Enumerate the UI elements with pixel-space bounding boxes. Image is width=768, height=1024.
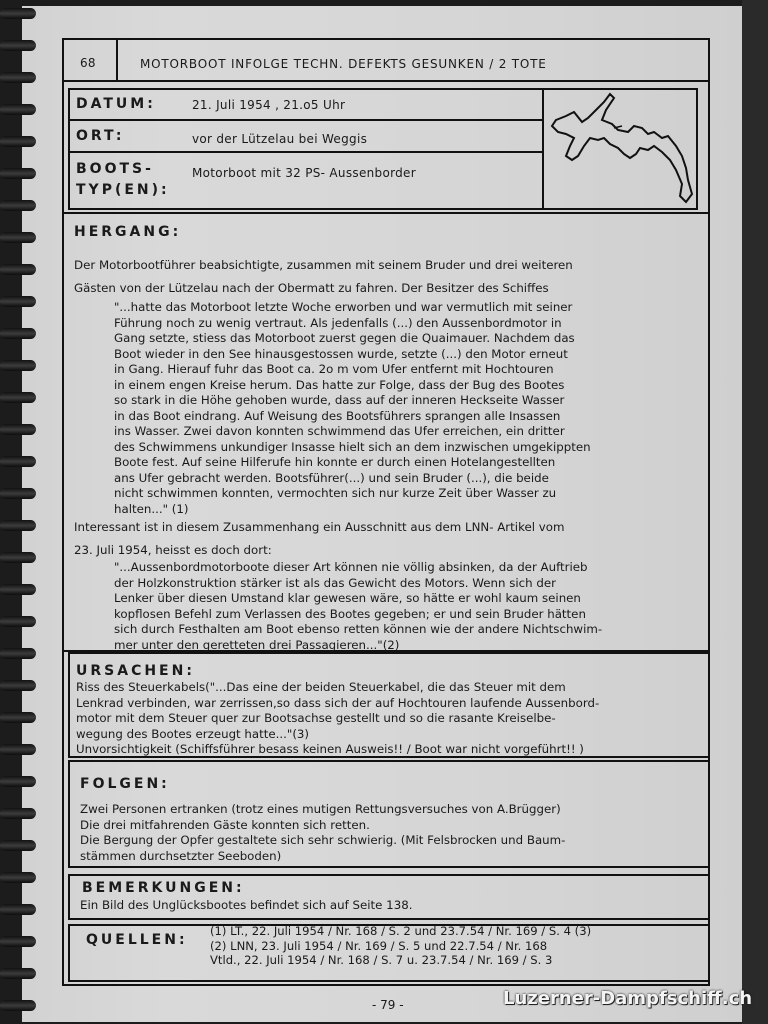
hergang-label: HERGANG: xyxy=(74,224,182,240)
datum-rule xyxy=(68,119,544,121)
datum-value: 21. Juli 1954 , 21.o5 Uhr xyxy=(192,98,346,112)
hergang-quote1-line: in Gang. Hierauf fuhr das Boot ca. 2o m vom Ufer entfernt mit Hochtouren xyxy=(114,362,554,376)
hergang-quote-2 xyxy=(114,560,688,653)
hergang-quote1-line: ins Wasser. Zwei davon konnten schwimmend das Ufer erreichen, ein dritter xyxy=(114,424,565,438)
hergang-quote1-line: nicht schwimmen konnten, vermochten sich nur kurze Zeit über Wasser zu xyxy=(114,486,557,500)
page-footer: - 79 - xyxy=(372,998,404,1012)
lake-map-icon xyxy=(544,90,696,208)
page-edge-shadow xyxy=(742,0,768,1024)
hergang-quote2-line: der Holzkonstruktion stärker ist als das Gewicht des Motors. Wenn sich der xyxy=(114,575,556,590)
hergang-quote1-line: "...hatte das Motorboot letzte Woche erworben und war vermutlich mit seiner xyxy=(114,300,573,314)
ort-value: vor der Lützelau bei Weggis xyxy=(192,132,368,146)
binding-ring xyxy=(0,520,36,531)
hergang-intro xyxy=(74,254,682,300)
binding-ring xyxy=(0,840,36,851)
binding-ring xyxy=(0,712,36,723)
hergang-quote1-line: so stark in die Höhe gehoben wurde, dass auf der inneren Heckseite Wasser xyxy=(114,393,565,407)
binding-ring xyxy=(0,776,36,787)
binding-ring xyxy=(0,648,36,659)
hergang-quote1-line: Boot wieder in den See hinausgestossen wurde, setzte (...) den Motor erneut xyxy=(114,346,568,361)
hergang-mid-line: 23. Juli 1954, heisst es doch dort: xyxy=(74,543,272,557)
ort-label: ORT: xyxy=(76,128,125,144)
binding-ring xyxy=(0,904,36,915)
hergang-quote2-line: mer unter den geretteten drei Passagieren..."(2) xyxy=(114,637,400,652)
hergang-quote1-line: in einem engen Kreise herum. Das hatte zur Folge, dass der Bug des Bootes xyxy=(114,377,565,392)
binding-ring xyxy=(0,968,36,979)
binding-ring xyxy=(0,1000,36,1011)
hergang-quote2-line: kopflosen Befehl zum Verlassen des Bootes gegeben; er und sein Bruder hätten xyxy=(114,606,586,621)
folgen-label: FOLGEN: xyxy=(80,776,170,792)
map-box xyxy=(542,88,698,210)
hergang-quote2-line: Lenker über diesen Umstand klar gewesen wäre, so hätte er wohl kaum seinen xyxy=(114,591,581,605)
binding-ring xyxy=(0,8,36,19)
binding-ring xyxy=(0,392,36,403)
binding-ring xyxy=(0,680,36,691)
folgen-line: Die Bergung der Opfer gestaltete sich sehr schwierig. (Mit Felsbrocken und Baum- xyxy=(80,833,566,847)
ursachen-line: Lenkrad verbinden, war zerrissen,so dass sich der auf Hochtouren laufende Aussenbord- xyxy=(76,695,600,710)
hergang-quote2-line: "...Aussenbordmotorboote dieser Art können nie völlig absinken, da der Auftrieb xyxy=(114,560,588,574)
hergang-quote1-line: in das Boot eindrang. Auf Weisung des Bootsführers sprangen alle Insassen xyxy=(114,408,561,423)
ursachen-line: Unvorsichtigkeit (Schiffsführer besass keinen Ausweis!! / Boot war nicht vorgeführt!! ) xyxy=(76,742,584,756)
hergang-quote2-line: sich durch Festhalten am Boot ebenso retten können wie der andere Nichtschwim- xyxy=(114,622,603,636)
quellen-text xyxy=(210,924,704,968)
folgen-line: Die drei mitfahrenden Gäste konnten sich retten. xyxy=(80,817,370,832)
binding-ring xyxy=(0,552,36,563)
binding-ring xyxy=(0,584,36,595)
folgen-line: stämmen durchsetzter Seeboden) xyxy=(80,848,282,863)
binding-ring xyxy=(0,488,36,499)
hergang-intro-line: Gästen von der Lützelau nach der Obermatt zu fahren. Der Besitzer des Schiffes xyxy=(74,281,549,295)
binding-ring xyxy=(0,360,36,371)
binding-ring xyxy=(0,872,36,883)
hergang-quote1-line: Boote fest. Auf seine Hilferufe hin konnte er durch einen Hotelangestellten xyxy=(114,455,556,469)
hergang-intro-line: Der Motorbootführer beabsichtigte, zusammen mit seinem Bruder und drei weiteren xyxy=(74,258,573,272)
folgen-text xyxy=(80,802,700,864)
page-number: 68 xyxy=(80,56,96,70)
ursachen-line: Riss des Steuerkabels("...Das eine der beiden Steuerkabel, die das Steuer mit dem xyxy=(76,680,566,694)
ursachen-line: wegung des Bootes erzeugt hatte..."(3) xyxy=(76,726,310,741)
page-title: MOTORBOOT INFOLGE TECHN. DEFEKTS GESUNKEN / 2 TOTE xyxy=(140,57,547,71)
binding-ring xyxy=(0,456,36,467)
binding-ring xyxy=(0,616,36,627)
header-divider xyxy=(116,38,118,82)
hergang-mid-line: Interessant ist in diesem Zusammenhang ein Ausschnitt aus dem LNN- Artikel vom xyxy=(74,520,565,534)
bemerkungen-value: Ein Bild des Unglücksbootes befindet sich auf Seite 138. xyxy=(80,898,413,912)
binding-ring xyxy=(0,328,36,339)
binding-ring xyxy=(0,808,36,819)
binding-ring xyxy=(0,424,36,435)
binding-ring xyxy=(0,168,36,179)
bemerkungen-label: BEMERKUNGEN: xyxy=(82,880,245,896)
binding-ring xyxy=(0,200,36,211)
folgen-line: Zwei Personen ertranken (trotz eines mutigen Rettungsversuches von A.Brügger) xyxy=(80,802,561,816)
binding-ring xyxy=(0,264,36,275)
ort-rule xyxy=(68,151,544,153)
ursachen-label: URSACHEN: xyxy=(76,663,195,679)
ursachen-line: motor mit dem Steuer quer zur Bootsachse gestellt und so die rasante Kreiselbe- xyxy=(76,711,556,725)
hergang-quote-1 xyxy=(114,300,686,517)
binding-ring xyxy=(0,136,36,147)
binding-ring xyxy=(0,40,36,51)
bootstyp-label-2: TYP(EN): xyxy=(76,182,170,198)
quellen-line: (1) LT., 22. Juli 1954 / Nr. 168 / S. 2 und 23.7.54 / Nr. 169 / S. 4 (3) xyxy=(210,924,592,938)
bootstyp-value: Motorboot mit 32 PS- Aussenborder xyxy=(192,166,416,180)
quellen-line: Vtld., 22. Juli 1954 / Nr. 168 / S. 7 u. 23.7.54 / Nr. 169 / S. 3 xyxy=(210,953,553,967)
binding-ring xyxy=(0,232,36,243)
bootstyp-label-1: BOOTS- xyxy=(76,161,154,177)
quellen-line: (2) LNN, 23. Juli 1954 / Nr. 169 / S. 5 und 22.7.54 / Nr. 168 xyxy=(210,938,548,953)
hergang-quote1-line: Führung noch zu wenig vertraut. Als jedenfalls (...) den Aussenbordmotor in xyxy=(114,315,562,330)
hergang-quote1-line: halten..." (1) xyxy=(114,501,189,516)
hergang-quote1-line: ans Ufer gebracht werden. Bootsführer(...) und sein Bruder (...), die beide xyxy=(114,470,549,485)
hergang-quote1-line: des Schwimmens unkundiger Insasse hielt sich an dem inzwischen umgekippten xyxy=(114,439,591,454)
binding-ring xyxy=(0,104,36,115)
binding-ring xyxy=(0,744,36,755)
hergang-quote1-line: Gang setzte, stiess das Motorboot zuerst gegen die Quaimauer. Nachdem das xyxy=(114,331,575,345)
datum-label: DATUM: xyxy=(76,96,156,112)
binding-ring xyxy=(0,72,36,83)
ursachen-text xyxy=(76,680,698,758)
header-rule xyxy=(62,80,710,82)
hergang-mid xyxy=(74,516,684,562)
watermark: Luzerner-Dampfschiff.ch xyxy=(503,988,753,1009)
binding-ring xyxy=(0,296,36,307)
binding-ring xyxy=(0,936,36,947)
quellen-label: QUELLEN: xyxy=(86,932,188,948)
